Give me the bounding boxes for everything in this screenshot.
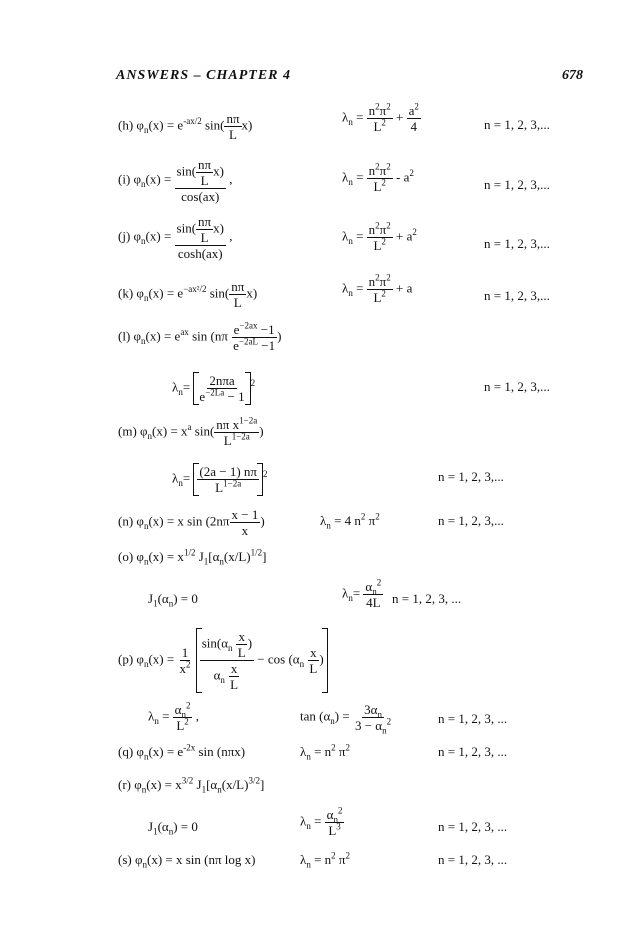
eq-q-range: n = 1, 2, 3, ... [438, 744, 508, 759]
eq-label: (q) [118, 744, 134, 759]
eq-r-lambda: $\lambda_n$ = $\frac{\alpha_n^2}{L^3}$ [300, 805, 343, 838]
eq-o-bessel: $J_1(\alpha_n) = 0$ [148, 591, 198, 609]
eq-p-phi: (p) $\varphi_n(x)$ = $\frac{1}{x^2}$ $\sin(\alpha_n$ $\frac{x}{L}$ ) $\alpha_n$ $\frac{x}{L}$ − $\cos (\alpha_n$ $\frac{x}{L}$ ) [118, 628, 328, 693]
eq-i-phi: (i) $\varphi_n(x)$ = sin( $\frac{n\pi}{L}$ x) cos(ax) , [118, 157, 233, 204]
eq-k-lambda: $\lambda_n$ = $\frac{n^2\pi^2}{L^2}$ + a [342, 272, 413, 305]
eq-h-lambda: $\lambda_n$ = $\frac{n^2\pi^2}{L^2}$ + $\frac{a^2}{4}$ [342, 101, 419, 134]
eq-j-range: n = 1, 2, 3,... [484, 236, 550, 251]
eq-s-phi: (s) $\varphi_n(x) = x$ sin (nπ log x) [118, 852, 256, 870]
eq-m-lambda: $\lambda_n=$ $\frac{(2a - 1) n\pi}{L^{1-2a}}$ $^2$ [172, 464, 268, 495]
eq-i-lambda: $\lambda_n$ = $\frac{n^2\pi^2}{L^2}$ - $a^2$ [342, 161, 414, 194]
eq-s-lambda: $\lambda_n = n^2$ $\pi^2$ [300, 850, 350, 870]
eq-m-range: n = 1, 2, 3,... [438, 469, 504, 484]
eq-i-range: n = 1, 2, 3,... [484, 177, 550, 192]
eq-o-phi: (o) $\varphi_n(x) = x^{1/2}$ $J_1[\alpha_n(x/L)^{1/2}]$ [118, 547, 267, 567]
eq-label: (l) [118, 328, 131, 344]
running-header: ANSWERS – CHAPTER 4 [116, 68, 291, 83]
eq-j-phi: (j) $\varphi_n(x)$ = sin( $\frac{n\pi}{L}$ x) cosh(ax) , [118, 214, 233, 261]
eq-k-phi: (k) $\varphi_n(x) = e^{-ax^2/2}$ sin( $\frac{n\pi}{L}$ x) [118, 279, 258, 310]
eq-o-lambda: $\lambda_n=$ $\frac{\alpha_n^2}{4L}$ [342, 577, 382, 610]
eq-label: (p) [118, 651, 134, 667]
eq-q-lambda: $\lambda_n = n^2$ $\pi^2$ [300, 742, 350, 762]
eq-k-range: n = 1, 2, 3,... [484, 288, 550, 303]
eq-q-phi: (q) $\varphi_n(x) = e^{-2x}$ sin (nπx) [118, 742, 246, 762]
eq-p-range: n = 1, 2, 3, ... [438, 711, 508, 726]
eq-h-phi: (h) $\varphi_n(x) = e^{-ax/2}$ sin( $\frac{n\pi}{L}$ x) [118, 111, 253, 142]
eq-n-lambda: $\lambda_n = 4$ $n^2$ $\pi^2$ [320, 511, 380, 531]
eq-h-range: n = 1, 2, 3,... [484, 117, 550, 132]
eq-label: (o) [118, 549, 134, 564]
eq-r-range: n = 1, 2, 3, ... [438, 819, 508, 834]
eq-r-bessel: $J_1(\alpha_n) = 0$ [148, 819, 198, 837]
eq-p-tan: $\tan (\alpha_n)$ = $\frac{3\alpha_n}{3 - \alpha_n^2}$ [300, 702, 392, 736]
eq-label: (n) [118, 513, 134, 529]
eq-n-range: n = 1, 2, 3,... [438, 513, 504, 528]
eq-l-phi: (l) $\varphi_n(x) = e^{ax}$ sin (nπ $\frac{e^{-2ax} -1}{e^{-2aL} -1}$ ) [118, 320, 282, 353]
eq-r-phi: (r) $\varphi_n(x) = x^{3/2}$ $J_1[\alpha_n(x/L)^{3/2}]$ [118, 775, 265, 795]
eq-o-range: n = 1, 2, 3, ... [392, 591, 462, 606]
eq-l-range: n = 1, 2, 3,... [484, 379, 550, 394]
eq-s-range: n = 1, 2, 3, ... [438, 852, 508, 867]
eq-label: (i) [118, 171, 131, 187]
eq-m-phi: (m) $\varphi_n(x) = x^a$ sin( $\frac{n\pi x^{1-2a}}{L^{1-2a}}$ ) [118, 415, 264, 448]
eq-label: (s) [118, 852, 132, 867]
eq-label: (h) [118, 117, 134, 133]
eq-j-lambda: $\lambda_n$ = $\frac{n^2\pi^2}{L^2}$ + $a^2$ [342, 220, 417, 253]
eq-label: (m) [118, 423, 137, 439]
eq-p-lambda: $\lambda_n$ = $\frac{\alpha_n^2}{L^2}$ , [148, 700, 199, 733]
eq-label: (j) [118, 228, 131, 244]
eq-l-lambda: $\lambda_n=$ 2nπa $e^{-2La} - 1$ $^2$ [172, 373, 256, 404]
eq-label: (k) [118, 285, 134, 301]
page-number: 678 [562, 68, 583, 83]
eq-label: (r) [118, 777, 131, 792]
eq-n-phi: (n) $\varphi_n(x) = x$ sin (2nπ $\frac{x - 1}{x}$ ) [118, 507, 265, 538]
